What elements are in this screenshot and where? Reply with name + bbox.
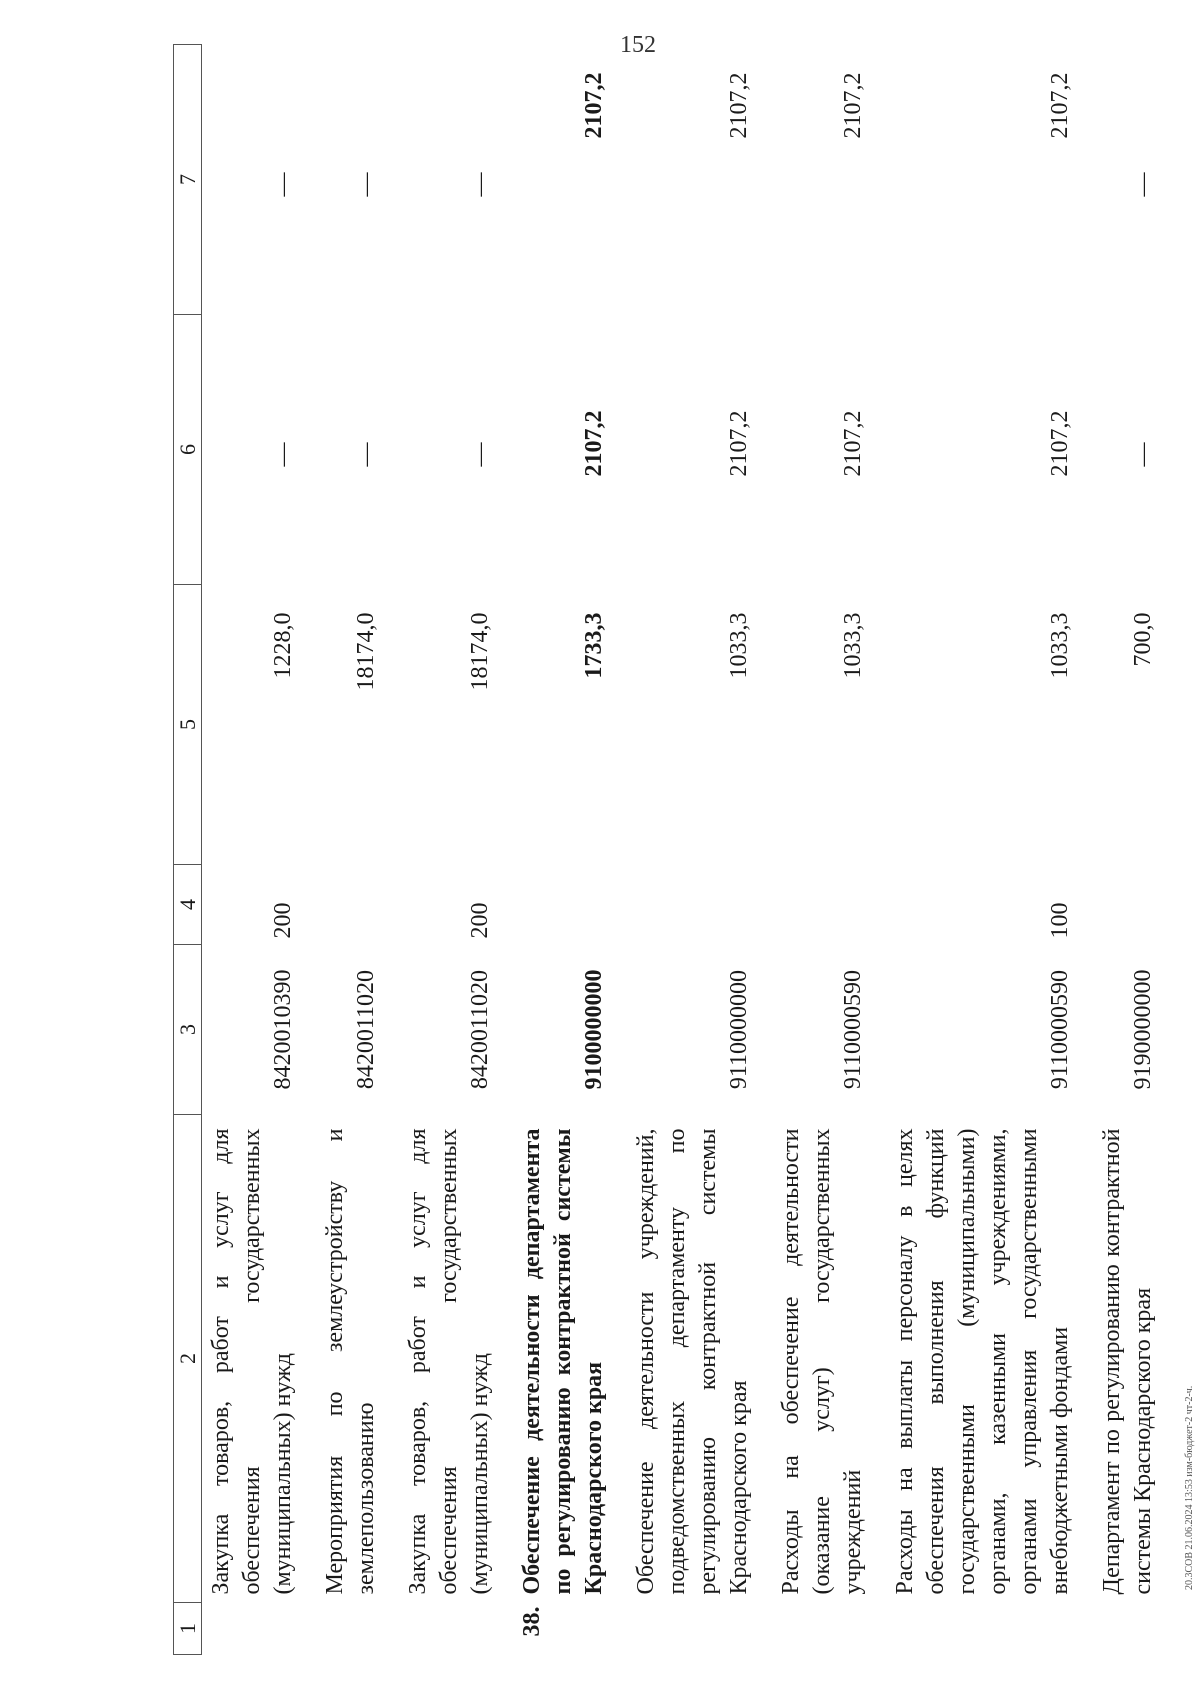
row-number: 38. — [519, 1606, 545, 1637]
table-row — [610, 45, 755, 1655]
amount-column-7: 2107,2 — [581, 72, 607, 139]
amount-column-6: — — [270, 442, 296, 467]
row-name: Мероприятия по землеустройству и землепользованию — [322, 1128, 379, 1595]
row-number — [869, 1603, 1076, 1655]
rotated-table-wrapper — [173, 45, 1156, 1655]
expense-type-code — [610, 865, 755, 945]
expense-type-code — [1076, 865, 1159, 945]
column-header: 1 — [174, 1603, 202, 1655]
target-article-code: 8420010390 — [270, 969, 296, 1090]
column-header: 2 — [174, 1115, 202, 1603]
row-name: Обеспечение деятельности учреждений, подведомственных департаменту по регулированию контрактной системы Краснодарского края — [633, 1128, 752, 1595]
amount-column-5: 1033,3 — [726, 612, 752, 679]
target-article-code: 9110000590 — [1047, 969, 1073, 1090]
target-article-code: 9190000000 — [1130, 969, 1156, 1090]
budget-table — [173, 44, 1159, 1655]
page-number: 152 — [620, 32, 656, 58]
amount-column-5: 1033,3 — [840, 612, 866, 679]
table-body — [202, 45, 1160, 1655]
row-name: Обеспечение деятельности департамента по регулированию контрактной системы Краснодарского края — [519, 1128, 607, 1595]
document-footer-code: 20.3СОВ 21.06.2024 13:53 изм-бюджет-2 чт-2-ч. — [1184, 1385, 1195, 1590]
table-row — [299, 45, 382, 1655]
column-header: 5 — [174, 585, 202, 865]
amount-column-6: 2107,2 — [726, 410, 752, 477]
table-row — [1076, 45, 1159, 1655]
row-number — [755, 1603, 869, 1655]
amount-column-6: — — [1130, 442, 1156, 467]
amount-column-7: 2107,2 — [726, 72, 752, 139]
amount-column-5: 1733,3 — [581, 612, 607, 679]
expense-type-code: 200 — [467, 902, 493, 939]
target-article-code: 8420011020 — [353, 969, 379, 1090]
target-article-code: 9110000590 — [840, 969, 866, 1090]
amount-column-7: 2107,2 — [840, 72, 866, 139]
amount-column-5: 1228,0 — [270, 612, 296, 679]
amount-column-6: 2107,2 — [840, 410, 866, 477]
column-header: 4 — [174, 865, 202, 945]
expense-type-code: 200 — [270, 902, 296, 939]
amount-column-5: 1033,3 — [1047, 612, 1073, 679]
column-header: 3 — [174, 945, 202, 1115]
row-number — [299, 1603, 382, 1655]
expense-type-code — [299, 865, 382, 945]
amount-column-7: — — [270, 172, 296, 197]
row-name: Закупка товаров, работ и услуг для обеспечения государственных (муниципальных) нужд — [405, 1128, 493, 1595]
column-header: 7 — [174, 45, 202, 315]
amount-column-5: 18174,0 — [353, 612, 379, 691]
row-number — [202, 1603, 300, 1655]
expense-type-code — [496, 865, 610, 945]
table-row — [755, 45, 869, 1655]
column-header: 6 — [174, 315, 202, 585]
amount-column-6: — — [467, 442, 493, 467]
row-name: Департамент по регулированию контрактной системы Краснодарского края — [1099, 1128, 1156, 1595]
amount-column-6: — — [353, 442, 379, 467]
row-name: Расходы на обеспечение деятельности (оказание услуг) государственных учреждений — [778, 1128, 866, 1595]
table-row — [382, 45, 496, 1655]
amount-column-6: 2107,2 — [1047, 410, 1073, 477]
row-name: Закупка товаров, работ и услуг для обеспечения государственных (муниципальных) нужд — [208, 1128, 296, 1595]
amount-column-5: 700,0 — [1130, 612, 1156, 667]
table-header — [174, 45, 202, 1655]
target-article-code: 8420011020 — [467, 969, 493, 1090]
amount-column-5: 18174,0 — [467, 612, 493, 691]
amount-column-7: 2107,2 — [1047, 72, 1073, 139]
amount-column-7: — — [467, 172, 493, 197]
table-row — [202, 45, 300, 1655]
table-row — [869, 45, 1076, 1655]
amount-column-7: — — [1130, 172, 1156, 197]
row-number — [382, 1603, 496, 1655]
row-name: Расходы на выплаты персоналу в целях обеспечения выполнения функций государственными (муниципальными) органами, казенными учреждениями, органами управления государственными внебюджетными фондами — [892, 1128, 1073, 1595]
row-number — [1076, 1603, 1159, 1655]
expense-type-code: 100 — [1047, 902, 1073, 939]
amount-column-7: — — [353, 172, 379, 197]
target-article-code: 9100000000 — [581, 969, 607, 1090]
expense-type-code — [755, 865, 869, 945]
table-row — [496, 45, 610, 1655]
row-number — [610, 1603, 755, 1655]
target-article-code: 9110000000 — [726, 969, 752, 1090]
amount-column-6: 2107,2 — [581, 410, 607, 477]
